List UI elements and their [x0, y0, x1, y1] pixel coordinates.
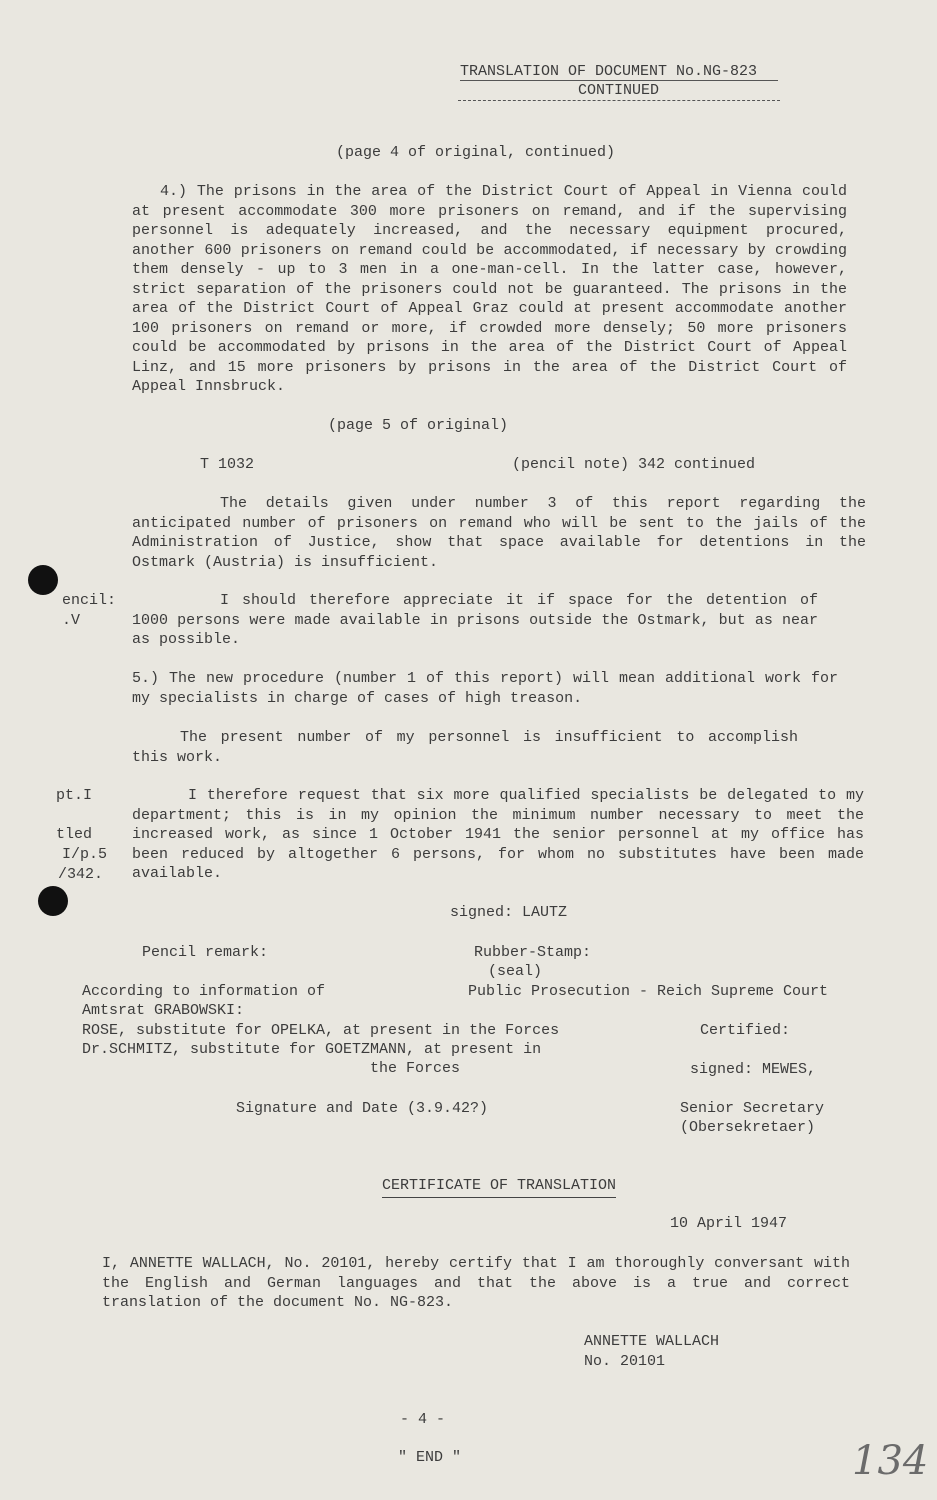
page-5-note: (page 5 of original)	[328, 417, 509, 434]
certified-title: Senior Secretary	[680, 1100, 825, 1117]
pencil-remark-line: Dr.SCHMITZ, substitute for GOETZMANN, at present in	[82, 1041, 542, 1058]
rubber-stamp-label: Rubber-Stamp:	[474, 944, 592, 961]
signature-and-date: Signature and Date (3.9.42?)	[236, 1100, 489, 1117]
pencil-remark-line: Amtsrat GRABOWSKI:	[82, 1002, 245, 1019]
certificate-title: CERTIFICATE OF TRANSLATION	[382, 1176, 616, 1198]
paragraph-4: 4.) The prisons in the area of the District Court of Appeal in Vienna could at present accommodate 300 more prisoners on remand, and if the supervising personnel is adequately increased, and the necessary equipment procured, another 600 prisoners on remand could be accommodated, if necessary by crowding them densely - up to 3 men in a one-man-cell. In the latter case, however, strict separation of the prisoners could not be guaranteed. The prisons in the area of the District Court of Appeal Graz could at present accommodate another 100 prisoners on remand or more, if crowded more densely; 50 more prisoners could be accommodated by prisons in the area of the District Court of Appeal Linz, and 15 more prisoners by prisons in the area of the District Court of Appeal Innsbruck.	[132, 183, 847, 395]
document-title: TRANSLATION OF DOCUMENT No.NG-823	[460, 63, 758, 80]
margin-note-pencil: encil:	[62, 592, 117, 609]
page-number: - 4 -	[400, 1411, 446, 1428]
page-4-note: (page 4 of original, continued)	[336, 144, 616, 161]
paragraph-request: I therefore request that six more qualified specialists be delegated to my department; this is in my opinion the minimum number necessary to meet the increased work, as since 1 October 1941 the senior personnel at my office has been reduced by altogether 6 persons, for whom no substitutes have been made available.	[132, 787, 864, 882]
stamp-office: Public Prosecution - Reich Supreme Court	[468, 983, 829, 1000]
translator-number: No. 20101	[584, 1353, 666, 1370]
end-marker: " END "	[398, 1449, 462, 1466]
pencil-remark-label: Pencil remark:	[142, 944, 269, 961]
certified-label: Certified:	[700, 1022, 791, 1039]
certified-title-german: (Obersekretaer)	[680, 1119, 816, 1136]
punch-hole	[38, 886, 68, 916]
margin-note-ip5: I/p.5	[62, 846, 108, 863]
pencil-remark-line: According to information of	[82, 983, 326, 1000]
punch-hole	[28, 565, 58, 595]
paragraph-details: The details given under number 3 of this report regarding the anticipated number of prisoners on remand who will be sent to the jails of the Administration of Justice, show that space available for detentions in the Ostmark (Austria) is insufficient.	[132, 495, 866, 571]
paragraph-appreciate: I should therefore appreciate it if space for the detention of 1000 persons were made available in prisons outside the Ostmark, but as near as possible.	[132, 592, 818, 648]
paragraph-5: 5.) The new procedure (number 1 of this report) will mean additional work for my specialists in charge of cases of high treason.	[132, 670, 838, 707]
reference-right: (pencil note) 342 continued	[512, 456, 756, 473]
certified-signed: signed: MEWES,	[690, 1061, 817, 1078]
pencil-remark-line: the Forces	[370, 1060, 461, 1077]
subtitle-underline	[458, 100, 780, 101]
document-subtitle: CONTINUED	[578, 82, 660, 99]
handwritten-page-number: 134	[852, 1438, 929, 1484]
translator-name: ANNETTE WALLACH	[584, 1333, 720, 1350]
paragraph-present: The present number of my personnel is insufficient to accomplish this work.	[132, 729, 798, 766]
margin-note-342: /342.	[58, 866, 104, 883]
margin-note-titled: tled	[56, 826, 93, 843]
signed-lautz: signed: LAUTZ	[450, 904, 568, 921]
margin-note-dept: pt.I	[56, 787, 93, 804]
certificate-date: 10 April 1947	[670, 1215, 788, 1232]
certificate-text: I, ANNETTE WALLACH, No. 20101, hereby certify that I am thoroughly conversant with the English and German languages and that the above is a true and correct translation of the document No. NG-823.	[102, 1255, 850, 1311]
reference-left: T 1032	[200, 456, 255, 473]
seal-label: (seal)	[488, 963, 543, 980]
margin-note-v: .V	[62, 612, 81, 629]
pencil-remark-line: ROSE, substitute for OPELKA, at present in the Forces	[82, 1022, 560, 1039]
